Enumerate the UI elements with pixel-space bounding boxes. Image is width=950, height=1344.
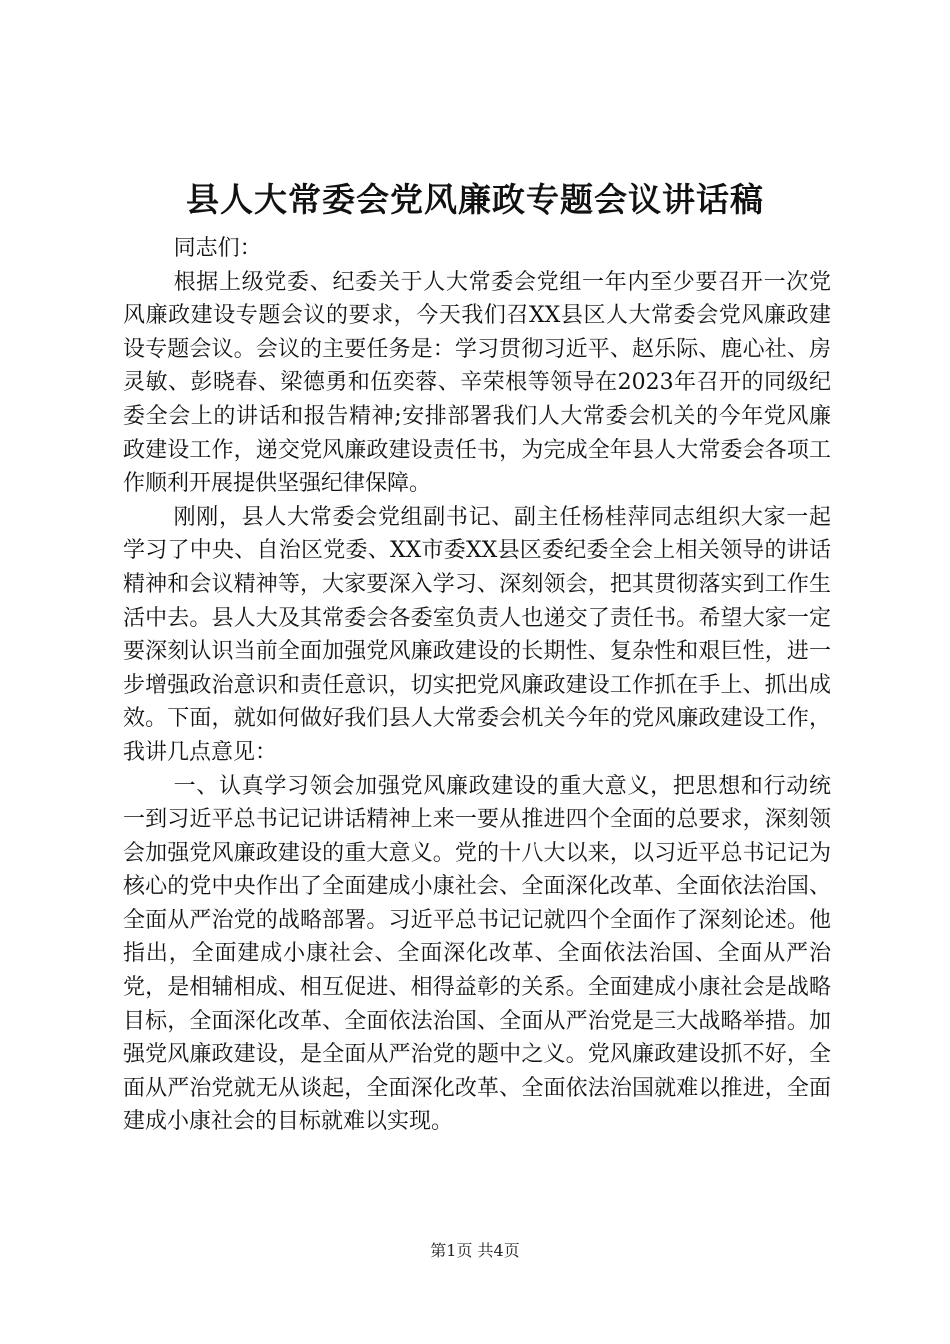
paragraph-2: 刚刚，县人大常委会党组副书记、副主任杨桂萍同志组织大家一起学习了中央、自治区党委、XX市委XX县区委纪委全会上相关领导的讲话精神和会议精神等，大家要深入学习、深刻领会，把其贯彻落实到工作生活中去。县人大及其常委会各委室负责人也递交了责任书。希望大家一定要深刻认识当前全面加强党风廉政建设的长期性、复杂性和艰巨性，进一步增强政治意识和责任意识，切实把党风廉政建设工作抓在手上、抓出成效。下面，就如何做好我们县人大常委会机关今年的党风廉政建设工作，我讲几点意见： — [123, 504, 831, 765]
paragraph-3: 一、认真学习领会加强党风廉政建设的重大意义，把思想和行动统一到习近平总书记记讲话精神上来一要从推进四个全面的总要求，深刻领会加强党风廉政建设的重大意义。党的十八大以来，以习近平总书记记为核心的党中央作出了全面建成小康社会、全面深化改革、全面依法治国、全面从严治党的战略部署。习近平总书记记就四个全面作了深刻论述。他指出，全面建成小康社会、全面深化改革、全面依法治国、全面从严治党，是相辅相成、相互促进、相得益彰的关系。全面建成小康社会是战略目标，全面深化改革、全面依法治国、全面从严治党是三大战略举措。加强党风廉政建设，是全面从严治党的题中之义。党风廉政建设抓不好，全面从严治党就无从谈起，全面深化改革、全面依法治国就难以推进，全面建成小康社会的目标就难以实现。 — [123, 773, 831, 1135]
paragraph-1: 根据上级党委、纪委关于人大常委会党组一年内至少要召开一次党风廉政建设专题会议的要求，今天我们召XX县区人大常委会党风廉政建设专题会议。会议的主要任务是：学习贯彻习近平、赵乐际、鹿心社、房灵敏、彭晓春、梁德勇和伍奕蓉、辛荣根等领导在2023年召开的同级纪委全会上的讲话和报告精神;安排部署我们人大常委会机关的今年党风廉政建设工作，递交党风廉政建设责任书，为完成全年县人大常委会各项工作顺利开展提供坚强纪律保障。 — [123, 269, 831, 497]
page-title: 县人大常委会党风廉政专题会议讲话稿 — [186, 180, 764, 219]
greeting: 同志们： — [173, 236, 262, 261]
document-body — [123, 232, 831, 1139]
page-number: 第1页 共4页 — [430, 1241, 520, 1260]
